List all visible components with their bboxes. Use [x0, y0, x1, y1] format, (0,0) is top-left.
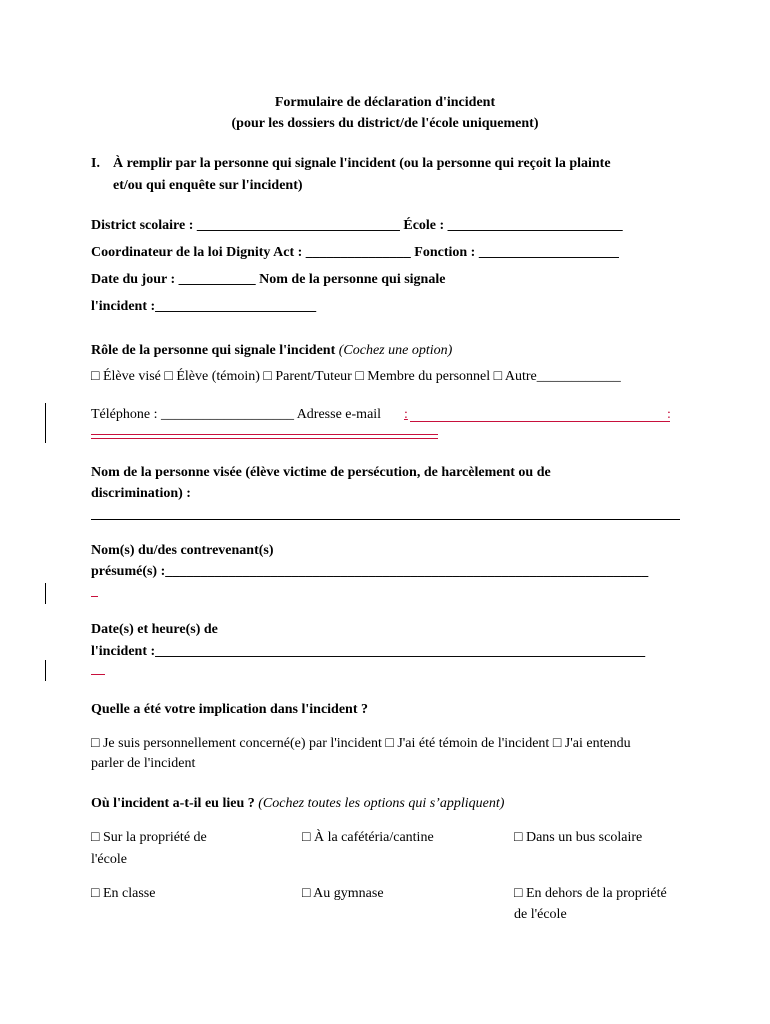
- district-school-field: District scolaire : _____________________________ École : _________________________: [91, 218, 623, 233]
- location-question: [91, 795, 504, 813]
- offenders-label-line1: Nom(s) du/des contrevenant(s): [91, 543, 274, 558]
- section-heading-line2: et/ou qui enquête sur l'incident): [113, 178, 303, 193]
- location-cafeteria: □ À la cafétéria/cantine: [302, 830, 434, 845]
- involvement-options-line1: □ Je suis personnellement concerné(e) par l'incident □ J'ai été témoin de l'incident □ J'ai entendu: [91, 736, 631, 751]
- role-hint: (Cochez une option): [338, 343, 453, 358]
- location-school-property-line2: l'école: [91, 852, 127, 867]
- location-school-bus: □ Dans un bus scolaire: [514, 830, 643, 845]
- change-bar: [45, 660, 46, 681]
- datetime-field: l'incident :______________________________________________________________________: [91, 644, 646, 659]
- offenders-field: présumé(s) :_____________________________________________________________________: [91, 564, 649, 579]
- red-mark: [91, 674, 105, 675]
- involvement-options-line2: parler de l'incident: [91, 756, 196, 771]
- change-bar: [45, 583, 46, 604]
- location-off-property: □ En dehors de la propriété: [514, 886, 667, 901]
- form-subtitle: (pour les dossiers du district/de l'école uniquement): [231, 116, 539, 131]
- location-label: Où l'incident a-t-il eu lieu ?: [91, 796, 255, 811]
- red-colon-2: :: [667, 407, 671, 422]
- change-bar: [45, 403, 46, 443]
- section-number: I.: [91, 156, 100, 171]
- location-gym: □ Au gymnase: [302, 886, 384, 901]
- email-line: [410, 421, 670, 422]
- phone-email-field: Téléphone : ___________________ Adresse e-mail: [91, 407, 382, 422]
- location-hint: (Cochez toutes les options qui s’appliquent): [258, 796, 505, 811]
- role-label: Rôle de la personne qui signale l'incident: [91, 343, 336, 358]
- red-colon-1: :: [404, 407, 408, 422]
- datetime-label-line1: Date(s) et heure(s) de: [91, 622, 218, 637]
- victim-label-line2: discrimination) :: [91, 486, 191, 501]
- section-heading-line1: À remplir par la personne qui signale l'incident (ou la personne qui reçoit la plainte: [113, 156, 611, 171]
- form-title: Formulaire de déclaration d'incident: [274, 95, 496, 110]
- date-reporter-field: Date du jour : ___________ Nom de la personne qui signale: [91, 272, 446, 287]
- red-mark: [91, 596, 98, 597]
- location-school-property: □ Sur la propriété de: [91, 830, 207, 845]
- victim-label-line1: Nom de la personne visée (élève victime de persécution, de harcèlement ou de: [91, 465, 551, 480]
- location-classroom: □ En classe: [91, 886, 156, 901]
- red-line-1: [91, 434, 438, 435]
- role-question: [91, 342, 452, 360]
- red-line-2: [91, 438, 438, 439]
- involvement-question: Quelle a été votre implication dans l'incident ?: [91, 702, 369, 717]
- victim-line: [91, 519, 680, 520]
- role-options: □ Élève visé □ Élève (témoin) □ Parent/Tuteur □ Membre du personnel □ Autre____________: [91, 369, 621, 384]
- coordinator-function-field: Coordinateur de la loi Dignity Act : _______________ Fonction : ____________________: [91, 245, 619, 260]
- location-off-property-line2: de l'école: [514, 907, 567, 922]
- incident-reporter-field: l'incident :_______________________: [91, 299, 317, 314]
